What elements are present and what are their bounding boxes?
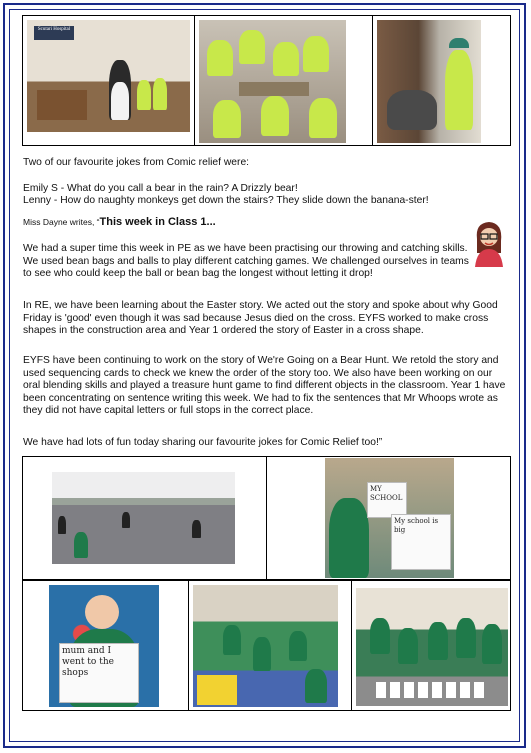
child-figure bbox=[239, 30, 265, 64]
writing-photo bbox=[325, 458, 454, 578]
bottom-photo-table-1 bbox=[22, 456, 511, 580]
blog-p4: We have had lots of fun today sharing our favourite jokes for Comic Relief too!” bbox=[23, 437, 383, 448]
kids-hi-vis-photo bbox=[199, 20, 346, 143]
byline-author: Miss Dayne writes, “ bbox=[23, 217, 100, 227]
writing-sheet: mum and I went to the shops bbox=[59, 643, 139, 703]
top-photo-cell-3 bbox=[373, 16, 511, 146]
bottom-photo-cell-4 bbox=[189, 581, 352, 711]
child-figure bbox=[122, 512, 130, 528]
teacher-avatar bbox=[471, 219, 507, 267]
child-figure bbox=[305, 669, 327, 703]
playground-photo bbox=[52, 472, 235, 564]
child-figure bbox=[261, 96, 289, 136]
child-figure bbox=[213, 100, 241, 138]
museum-photo bbox=[27, 20, 190, 132]
top-photo-cell-1 bbox=[23, 16, 195, 146]
bottom-photo-cell-1 bbox=[23, 457, 267, 580]
byline bbox=[23, 216, 511, 230]
child-figure bbox=[445, 50, 473, 130]
child-figure bbox=[153, 78, 167, 110]
child-figure bbox=[137, 80, 151, 110]
child-figure bbox=[253, 637, 271, 671]
child-figure bbox=[303, 36, 329, 72]
child-figure bbox=[370, 618, 390, 654]
blog-heading: This week in Class 1... bbox=[99, 216, 216, 228]
word-cards bbox=[376, 682, 486, 698]
bottom-photo-table-2 bbox=[22, 580, 511, 711]
child-figure bbox=[273, 42, 299, 76]
hospital-sign: Scutari Hospital bbox=[34, 26, 74, 40]
child-figure bbox=[207, 40, 233, 76]
child-figure bbox=[398, 628, 418, 664]
child-figure bbox=[192, 520, 201, 538]
child-figure bbox=[428, 622, 448, 660]
child-figure bbox=[329, 498, 369, 578]
blog-p1: We had a super time this week in PE as we have been practising our throwing and catching skills. We used bean bags and balls to play different catching games. We challenged ourselves in teams to see who could keep the ball or bean bag the longest without letting it drop! bbox=[23, 243, 469, 280]
bottom-photo-cell-3 bbox=[23, 581, 189, 711]
bottom-photo-cell-2 bbox=[267, 457, 511, 580]
writing-sheet: My school is big bbox=[391, 514, 451, 570]
child-with-sign-photo bbox=[49, 585, 159, 707]
child-figure bbox=[223, 625, 241, 655]
top-photo-cell-2 bbox=[195, 16, 373, 146]
cap bbox=[449, 38, 469, 48]
blog-p3: EYFS have been continuing to work on the story of We're Going on a Bear Hunt. We retold the story and used sequencing cards to check we knew the order of the story too. We also have been working on our oral blending skills and played a treasure hunt game to find different objects in the classroom. Year 1 have been concentrating on sentence writing this week. We had to fix the sentences that Mr Whoops wrote as they did not have capital letters or full stops in the correct place. bbox=[23, 355, 506, 417]
child-figure bbox=[482, 624, 502, 664]
child-figure bbox=[309, 98, 337, 138]
cabinet bbox=[37, 90, 87, 120]
top-photo-table bbox=[22, 15, 511, 146]
jokes-intro: Two of our favourite jokes from Comic relief were: bbox=[23, 157, 250, 168]
child-face bbox=[85, 595, 119, 629]
classroom-rug-photo bbox=[193, 585, 338, 707]
child-figure bbox=[58, 516, 66, 534]
writing-sheet: MY SCHOOL bbox=[367, 482, 407, 518]
joke-emily: Emily S - What do you call a bear in the rain? A Drizzly bear! bbox=[23, 182, 298, 194]
stove bbox=[387, 90, 437, 130]
jokes-section bbox=[23, 157, 511, 208]
child-figure bbox=[74, 532, 88, 558]
child-figure bbox=[456, 618, 476, 658]
apron bbox=[111, 82, 129, 120]
child-figure bbox=[289, 631, 307, 661]
blog-p2: In RE, we have been learning about the Easter story. We acted out the story and spoke about why Good Friday is 'good' even though it was sad because Jesus died on the cross. EYFS worked to make cross shapes in the construction area and Year 1 ordered the story of Easter in a cross shape. bbox=[23, 300, 498, 337]
floor-mat bbox=[239, 82, 309, 96]
street-scene-photo bbox=[377, 20, 481, 143]
joke-lenny: Lenny - How do naughty monkeys get down the stairs? They slide down the banana-ster! bbox=[23, 195, 429, 207]
yellow-chair bbox=[197, 675, 237, 705]
bottom-photo-cell-5 bbox=[352, 581, 511, 711]
group-floor-photo bbox=[356, 588, 508, 706]
